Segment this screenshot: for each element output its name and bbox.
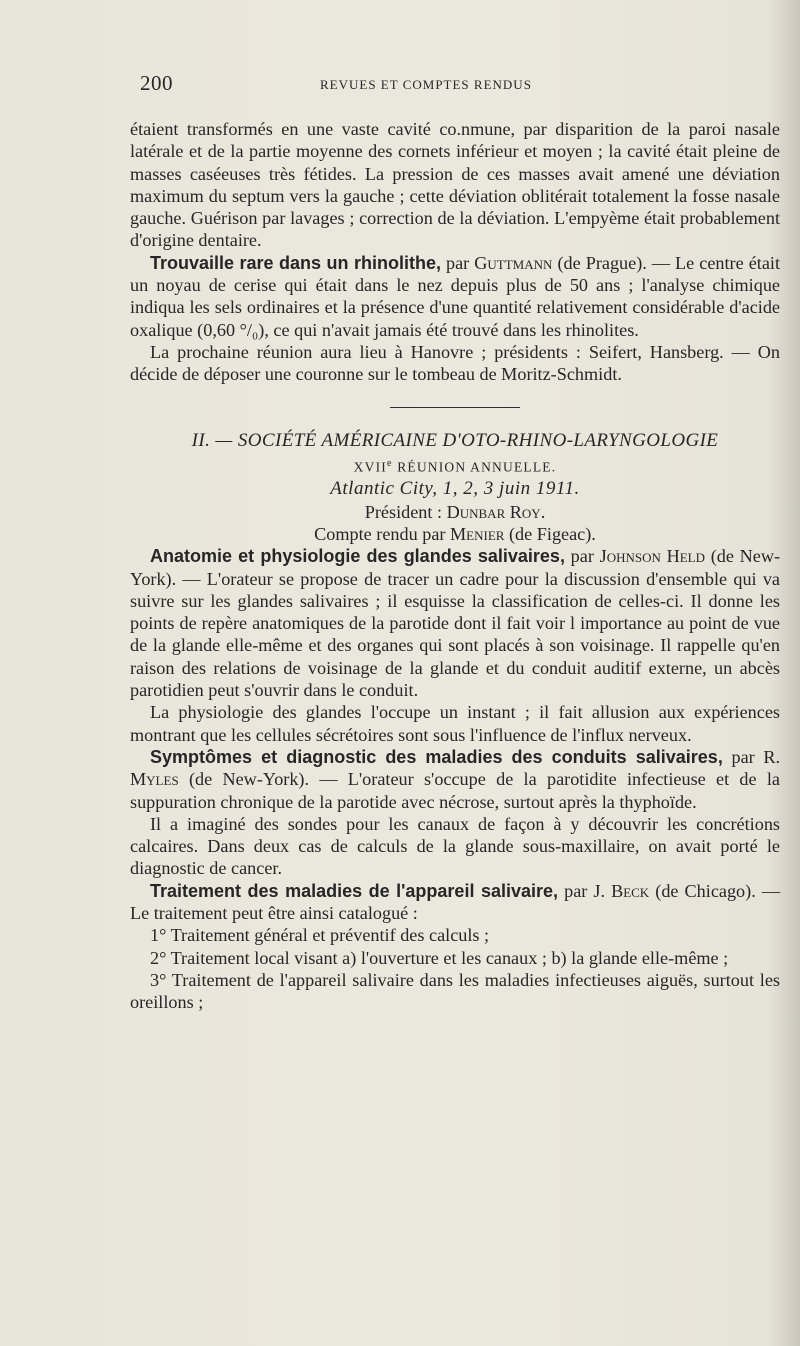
page-header xyxy=(140,71,780,101)
author-name: Johnson Held xyxy=(599,546,705,567)
paragraph-trouvaille: Trouvaille rare dans un rhinolithe, par Guttmann (de Prague). — Le centre était un noyau de cerise qui était dans le nez depuis plus de 50 ans ; l'analyse chimique indiqua les sels ordinaires et la présence d'une quantité relativement considérable d'acide oxalique (0,60 °/₀), ce qui n'avait jamais été trouvé dans les rhinolites. xyxy=(130,252,781,340)
paragraph-next-meeting: La prochaine réunion aura lieu à Hanovre ; présidents : Seifert, Hansberg. — On décide de déposer une couronne sur le tombeau de Moritz-Schmidt. xyxy=(130,341,780,385)
article-title: Traitement des maladies de l'appareil salivaire, xyxy=(150,880,559,901)
paragraph-continuation: étaient transformés en une vaste cavité co.nmune, par disparition de la paroi nasale latérale et de la partie moyenne des cornets inférieur et moyen ; la cavité était pleine de masses caséeuses très fétides. La pression de ces masses avait amené une déviation maximum du septum vers la gauche ; cette déviation oblitérait totalement la fosse nasale gauche. Guérison par lavages ; correction de la déviation. L'empyème était probablement d'origine dentaire. xyxy=(130,119,780,251)
section-divider xyxy=(390,407,520,408)
place-date: Atlantic City, 1, 2, 3 juin 1911. xyxy=(330,478,580,500)
page-body xyxy=(130,118,780,1013)
article-title: Symptômes et diagnostic des maladies des conduits salivaires, xyxy=(150,746,723,767)
author-name: Myles xyxy=(130,769,179,790)
running-title: REVUES ET COMPTES RENDUS xyxy=(320,77,532,92)
list-item: 1° Traitement général et préventif des calculs ; xyxy=(150,925,490,946)
paragraph-physiologie: La physiologie des glandes l'occupe un instant ; il fait allusion aux expériences montrant que les cellules sécrétoires sont sous l'influence de l'influx nerveux. xyxy=(130,702,780,745)
paragraph-sondes: Il a imaginé des sondes pour les canaux de façon à y découvrir les concrétions calcaires. Dans deux cas de calculs de la glande sous-maxillaire, on avait porté le diagnostic de cancer. xyxy=(130,813,780,879)
list-item: 2° Traitement local visant a) l'ouverture et les canaux ; b) la glande elle-même ; xyxy=(150,947,729,968)
list-item: 3° Traitement de l'appareil salivaire dans les maladies infectieuses aiguës, surtout les oreillons ; xyxy=(130,969,780,1013)
page-number: 200 xyxy=(140,71,173,95)
article-title: Anatomie et physiologie des glandes salivaires, xyxy=(150,546,565,567)
author-name: Beck xyxy=(611,880,650,901)
paragraph-symptomes: Symptômes et diagnostic des maladies des conduits salivaires, par R. Myles (de New-York). — L'orateur s'occupe de la parotidite infectieuse et de la suppuration chronique de la parotide avec nécrose, surtout après la thyphoïde. xyxy=(130,746,781,812)
section-title: II. — SOCIÉTÉ AMÉRICAINE D'OTO-RHINO-LARYNGOLOGIE xyxy=(191,429,719,451)
author-name: Guttmann xyxy=(474,252,553,273)
paragraph-traitement: Traitement des maladies de l'appareil salivaire, par J. Beck (de Chicago). — Le traitement peut être ainsi catalogué : xyxy=(130,880,781,923)
report-line: Compte rendu par Menier (de Figeac). xyxy=(314,523,596,544)
article-title: Trouvaille rare dans un rhinolithe, xyxy=(150,252,441,273)
president-line: Président : Dunbar Roy. xyxy=(364,501,546,522)
paragraph-anatomie: Anatomie et physiologie des glandes salivaires, par Johnson Held (de New-York). — L'orateur se propose de tracer un cadre pour la discussion d'ensemble qui va suivre sur les glandes salivaires ; il esquisse la classification de celles-ci. Il donne les points de repère anatomiques de la parotide dont il fait voir l importance au point de vue de la glande elle-même et des organes qui sont placés à son voisinage. Il rappelle qu'en raison des relations de voisinage de la glande et du conduit auditif externe, un abcès parotidien peut s'ouvrir dans le conduit. xyxy=(130,546,781,701)
meeting-line: XVIIe RÉUNION ANNUELLE. xyxy=(353,457,557,475)
